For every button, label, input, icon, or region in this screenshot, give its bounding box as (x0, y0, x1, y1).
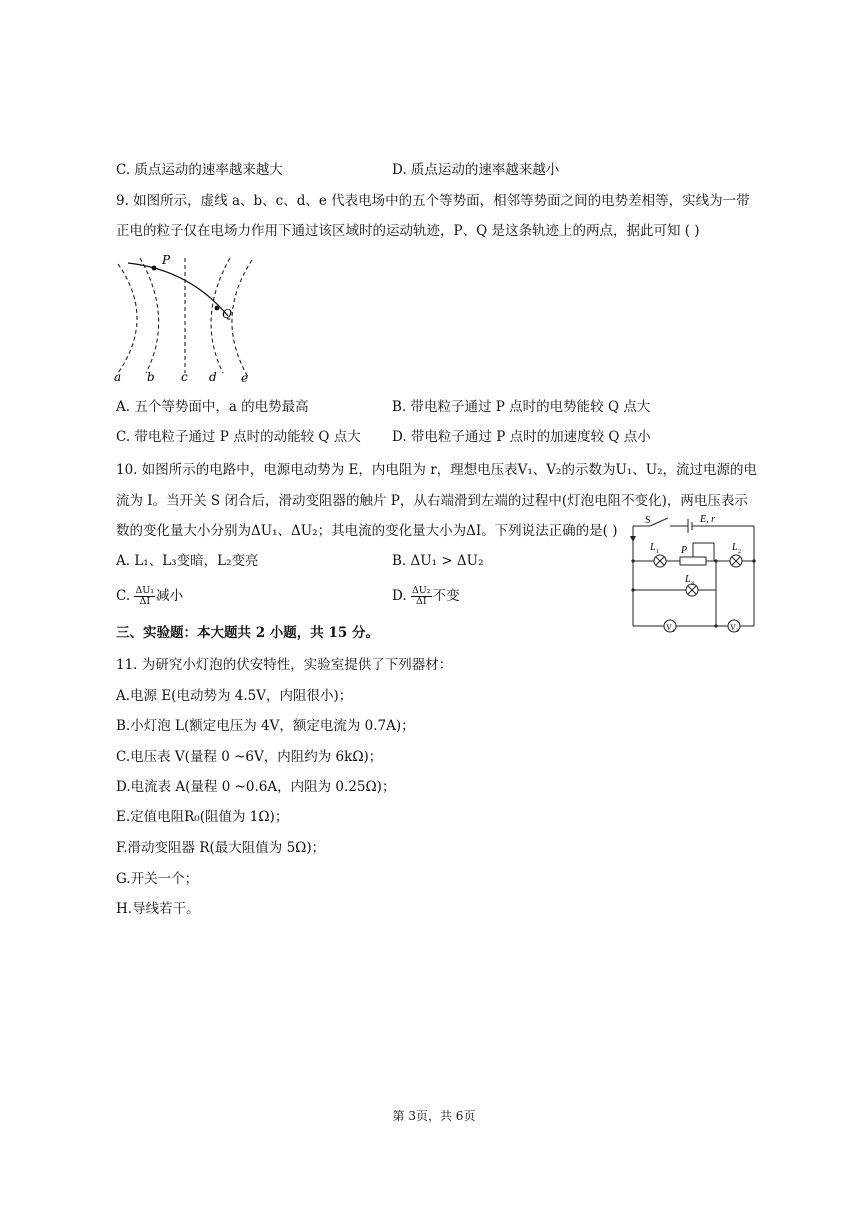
label-a: a (114, 370, 122, 384)
equipotential-b (140, 258, 159, 373)
label-l2: L (732, 542, 738, 553)
current-arrow (630, 536, 636, 542)
q11-item-h: H.导线若干。 (116, 901, 200, 917)
label-p: P (681, 545, 688, 556)
point-q (215, 306, 220, 311)
equipotential-e (232, 260, 252, 377)
q9-equipotential-figure (110, 250, 260, 385)
equipotential-a (118, 264, 137, 373)
q10-stem-line3: 数的变化量大小分别为ΔU₁、ΔU₂；其电流的变化量大小为ΔI。下列说法正确的是( ) (116, 523, 618, 539)
q11-item-a: A.电源 E(电动势为 4.5V，内阻很小)； (116, 688, 353, 704)
q9-option-d: D. 带电粒子通过 P 点时的加速度较 Q 点小 (392, 429, 651, 445)
label-c: c (181, 370, 188, 384)
q10-stem-line1: 10. 如图所示的电路中，电源电动势为 E，内电阻为 r，理想电压表V₁、V₂的示数为U₁、U₂，流过电源的电 (116, 462, 758, 478)
label-p: P (162, 253, 171, 267)
section-3-title: 三、实验题：本大题共 2 小题，共 15 分。 (116, 625, 379, 641)
q11-item-b: B.小灯泡 L(额定电压为 4V，额定电流为 0.7A)； (116, 718, 415, 734)
q9-option-b: B. 带电粒子通过 P 点时的电势能较 Q 点大 (392, 399, 651, 415)
q8-option-c: C. 质点运动的速率越来越大 (116, 162, 283, 178)
label-emf: E, r (700, 514, 715, 525)
q10-option-a: A. L₁、L₃变暗，L₂变亮 (116, 553, 259, 569)
q11-stem: 11. 为研究小灯泡的伏安特性，实验室提供了下列器材： (116, 657, 453, 673)
q10-option-c-fraction: $\frac{\text{ΔU₁}}{\Delta I}$ (135, 585, 155, 607)
q10-option-b: B. ΔU₁ > ΔU₂ (392, 553, 484, 569)
q10-option-d-label: D. (392, 588, 407, 604)
q11-item-d: D.电流表 A(量程 0 ~0.6A，内阻为 0.25Ω)； (116, 779, 396, 795)
label-v1: V (666, 623, 672, 632)
q9-option-a: A. 五个等势面中，a 的电势最高 (116, 399, 309, 415)
page-footer: 第 3页，共 6页 (392, 1109, 476, 1123)
q9-option-c: C. 带电粒子通过 P 点时的动能较 Q 点大 (116, 429, 361, 445)
svg-text:3: 3 (691, 581, 694, 587)
svg-text:2: 2 (738, 549, 741, 555)
label-l3: L (685, 574, 691, 585)
q11-item-g: G.开关一个； (116, 871, 199, 887)
svg-text:2: 2 (736, 629, 739, 634)
q9-stem-line2: 正电的粒子仅在电场力作用下通过该区域时的运动轨迹，P、Q 是这条轨迹上的两点，据此可知 ( ) (116, 223, 700, 239)
particle-trajectory (128, 263, 228, 316)
switch-blade (650, 518, 668, 526)
q10-stem-line2: 流为 I。当开关 S 闭合后，滑动变阻器的触片 P，从右端滑到左端的过程中(灯泡电阻不变化)，两电压表示 (116, 493, 748, 509)
label-l1: L (650, 542, 656, 553)
q9-stem-line1: 9. 如图所示，虚线 a、b、c、d、e 代表电场中的五个等势面，相邻等势面之间的电势差相等，实线为一带 (116, 193, 750, 209)
label-e: e (241, 371, 249, 385)
label-switch: S (645, 515, 651, 526)
q11-item-e: E.定值电阻R₀(阻值为 1Ω)； (116, 809, 289, 825)
q10-option-c-label: C. (116, 588, 131, 604)
q10-option-d: D. $\frac{\text{ΔU₂}}{\Delta I}$ 不变 (392, 585, 460, 607)
label-d: d (209, 370, 217, 384)
q11-item-c: C.电压表 V(量程 0 ~6V，内阻约为 6kΩ)； (116, 749, 383, 765)
svg-text:1: 1 (672, 629, 675, 634)
q10-option-c: C. $\frac{\text{ΔU₁}}{\Delta I}$ 减小 (116, 585, 184, 607)
label-b: b (147, 370, 155, 384)
svg-text:1: 1 (656, 549, 659, 555)
label-v2: V (730, 623, 736, 632)
point-p (152, 266, 157, 271)
q8-option-d: D. 质点运动的速率越来越小 (392, 162, 560, 178)
label-q: Q (222, 307, 232, 321)
q10-option-d-fraction: $\frac{\text{ΔU₂}}{\Delta I}$ (411, 585, 431, 607)
rheostat (680, 557, 706, 565)
q11-item-f: F.滑动变阻器 R(最大阻值为 5Ω)； (116, 840, 326, 856)
q10-circuit-diagram (628, 512, 760, 636)
